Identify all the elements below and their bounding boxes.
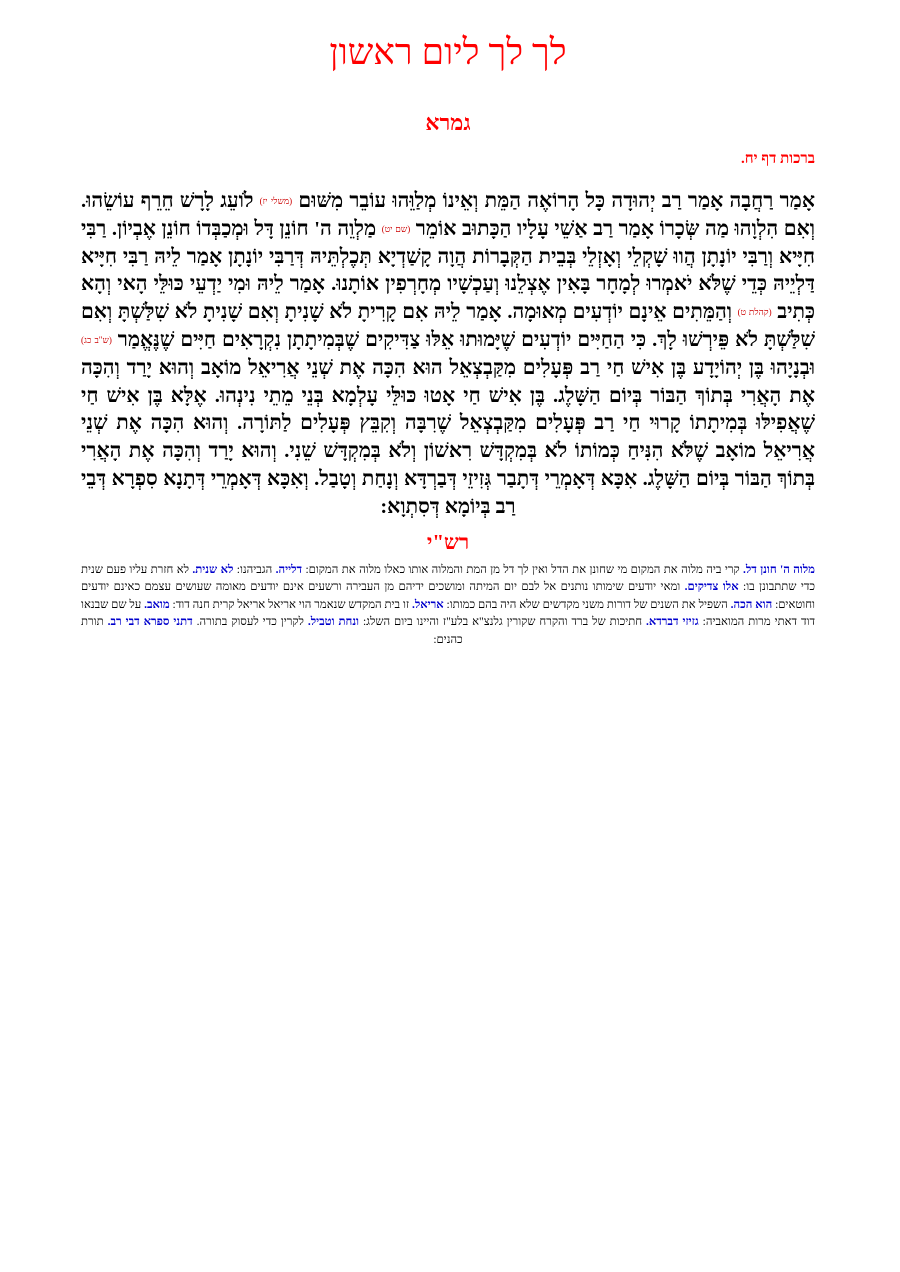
text-segment: אָמַר רַחֲבָה אָמַר רַב יְהוּדָה כָּל הָרוֹאֶה הַמֵּת וְאֵינוֹ מְלַוֵּהוּ עוֹבֵר מִשּׁוּם bbox=[292, 190, 815, 212]
rashi-heading-word: אריאל. bbox=[411, 598, 444, 611]
rashi-heading-word: דלייה. bbox=[275, 563, 303, 576]
text-segment: מַלְוֵה ה' חוֹנֵן דָּל וּמְכַבְּדוֹ חוֹנֵן אֶבְיוֹן. רַבִּי חִיָּיא וְרַבִּי יוֹנָתָן הֲווּ שָׁקְלֵי וְאָזְלֵי בְּבֵית הַקְּבָרוֹת הֲוָה קָשַׁדְיָא תְּכֶלְתֵּיהּ דְּרַבִּי יוֹנָתָן אָמַר לֵיהּ רַבִּי חִיָּיא דַּלְיֵיהּ כְּדֵי שֶׁלֹּא יֹאמְרוּ לְמָחָר בָּאִין אֶצְלֵנוּ וְעַכְשָׁיו מְחָרְפִין אוֹתָנוּ. אָמַר לֵיהּ וּמִי יַדְעֵי כּוּלֵּי הָאי וְהָא כְּתִיב bbox=[81, 217, 816, 324]
rashi-heading-word: ונחת וטביל. bbox=[307, 616, 360, 629]
source-reference: ברכות דף יח. bbox=[741, 151, 815, 167]
text-segment: וְהַמֵּתִים אֵינָם יוֹדְעִים מְאוּמָה. אָמַר לֵיהּ אִם קָרִיתָ לֹא שָׁנִיתָ וְאִם שָׁנִיתָ לֹא שִׁלַּשְׁתָּ וְאִם שִׁלַּשְׁתָּ לֹא פֵּירְשׁוּ לָךְ. כִּי הַחַיִּים יוֹדְעִים שֶׁיָּמוּתוּ אֵלּוּ צַדִּיקִים שֶׁבְּמִיתָתָן נִקְרָאִים חַיִּים שֶׁנֶּאֱמַר bbox=[81, 301, 815, 351]
rashi-heading-word: לא שנית. bbox=[192, 563, 234, 576]
text-segment: תורת כהנים: bbox=[81, 616, 463, 646]
text-segment: לקרין כדי לעסוק בתורה. bbox=[192, 616, 308, 629]
text-segment: זו בית המקדש שנאמר הוי אריאל אריאל קרית חנה דוד: bbox=[169, 598, 412, 611]
text-segment: ומאי יודעים שימותו נותנים אל לבם יום המיתה ומושכים ידיהם מן העבירה ורשעים אינם יודעים מאומה שעושים עצמם כאינם יודעים וחוטאים: bbox=[81, 581, 815, 611]
text-segment: חתיכות של ברד והקרח שקורין גלנצ"א בלע"ז והיינו ביום השלג: bbox=[359, 616, 646, 629]
rashi-heading-word: מלוה ה' חונן דל. bbox=[743, 563, 815, 576]
rashi-heading-word: הוא הכה. bbox=[730, 598, 773, 611]
rashi-heading-word: דתני ספרא דבי רב. bbox=[107, 616, 193, 629]
rashi-heading-word: גזיזי דברדא. bbox=[645, 616, 699, 629]
section-title-rashi: רש"י bbox=[426, 529, 470, 554]
text-segment: לֹועֵג לָרָשׁ חֵרֵף עוֹשֵׂהוּ. וְאִם הִלְוָהוּ מַה שְּׂכָרוֹ אָמַר רַב אַשֵׁי עָלָיו הַכָּתוּב אוֹמֵר bbox=[81, 190, 816, 240]
page-title: לך לך ליום ראשון bbox=[329, 32, 567, 72]
text-segment: וּבְנָיָהוּ בֶּן יְהוֹיָדָע בֶּן אִישׁ חַי רַב פְּעָלִים מִקַּבְצְאֵל הוּא הִכָּה אֶת שְׁנֵי אֲרִיאֵל מוֹאָב וְהוּא יָרַד וְהִכָּה אֶת הָאֲרִי בְּתוֹךְ הַבּוֹר בְּיוֹם הַשָּׁלֶג. בֶּן אִישׁ חַי אָטוּ כּוּלֵּי עָלְמָא בְּנֵי מֵתֵי נִינְהוּ. אֶלָּא בֶּן אִישׁ חַי שֶׁאֲפִילּוּ בְּמִיתָתוֹ קָרוּי חַי רַב פְּעָלִים מִקַּבְצְאֵל שֶׁרִבָּה וְקִבֵּץ פְּעָלִים לַתּוֹרָה. וְהוּא הִכָּה אֶת שְׁנֵי אֲרִיאֵל מוֹאָב שֶׁלֹּא הִנִּיחַ כְּמוֹתוֹ לֹא בְּמִקְדָּשׁ רִאשׁוֹן וְלֹא בְּמִקְדָּשׁ שֵׁנִי. וְהוּא יָרַד וְהִכָּה אֶת הָאֲרִי בְּתוֹךְ הַבּוֹר בְּיוֹם הַשָּׁלֶג. אִכָּא דְּאָמְרֵי דְּתָבַר גְּזִיזֵי דְּבַרְדָּא וְנָחַת וְטָבַל. וְאִכָּא דְּאָמְרֵי דְּתָנָא סִפְרָא דְּבֵי רַב בְּיוֹמָא דְּסִתְוָא: bbox=[81, 356, 815, 518]
text-segment: על שם שבנאו דוד דאתי מרות המואביה: bbox=[81, 598, 815, 629]
verse-reference: (ש"ב כג) bbox=[81, 334, 112, 345]
rashi-heading-word: אלו צדיקים. bbox=[684, 581, 739, 594]
section-title-gemara: גמרא bbox=[425, 110, 471, 135]
gemara-text bbox=[81, 188, 815, 522]
text-segment: קרי ביה מלוה את המקום מי שחונן את הדל ואין לך דל מן המת והמלוה אותו כאלו מלוה את המקום: bbox=[302, 563, 744, 576]
verse-reference: (משלי יז) bbox=[259, 196, 293, 206]
text-segment: השפיל את השנים של דורות משני מקדשים שלא היה בהם כמותו: bbox=[443, 598, 731, 611]
verse-reference: (קהלת ט) bbox=[737, 307, 772, 318]
verse-reference: (שם יט) bbox=[381, 223, 411, 234]
text-segment: הגביהנו: bbox=[233, 563, 276, 576]
rashi-commentary bbox=[81, 562, 815, 650]
text-segment: לא חזרת עליו פעם שנית כדי שתתבונן בו: bbox=[81, 563, 816, 594]
page bbox=[81, 30, 815, 649]
rashi-heading-word: מואב. bbox=[144, 598, 170, 611]
